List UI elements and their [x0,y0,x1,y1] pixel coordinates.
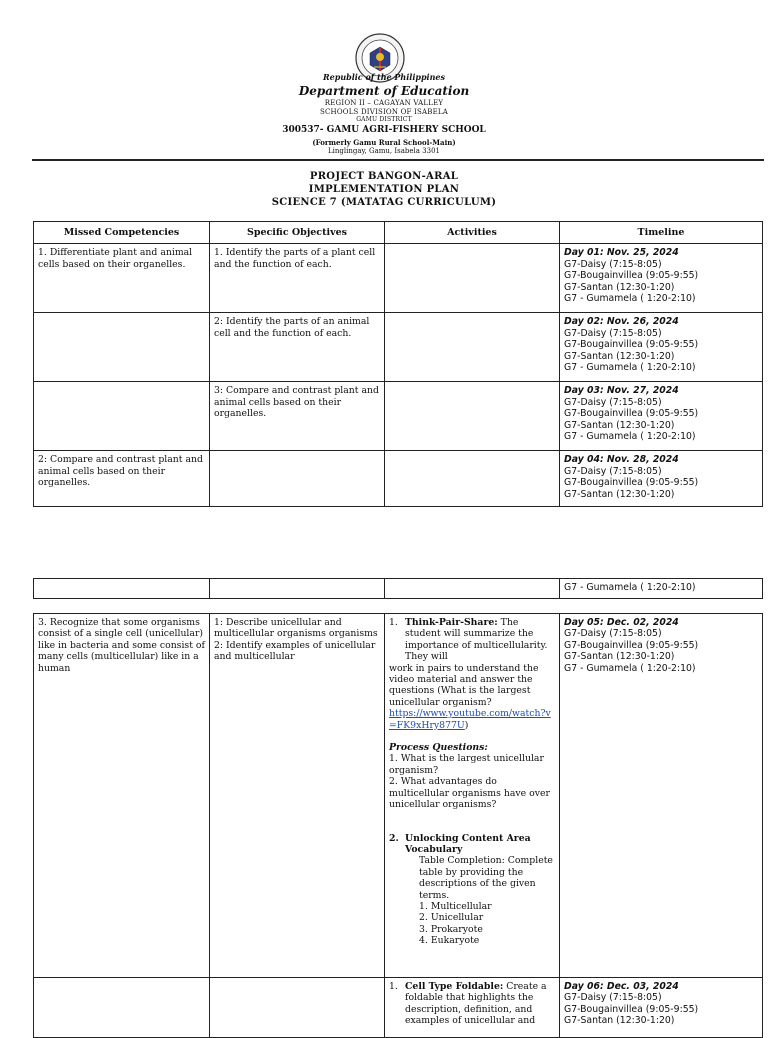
term-item: 3. Prokaryote [419,923,483,935]
day-label: Day 04: Nov. 28, 2024 [564,454,679,466]
activity-title: Think-Pair-Share: [405,617,498,628]
address-text: Linglingay, Gamu, Isabela 3301 [328,147,440,155]
objective-cell [210,978,385,1038]
schedule-item: G7-Bougainvillea (9:05-9:55) [564,1003,699,1015]
schedule-item: G7-Bougainvillea (9:05-9:55) [564,408,699,420]
header-divider [32,159,764,161]
schedule-item: G7-Bougainvillea (9:05-9:55) [564,477,699,489]
process-questions-title: Process Questions: [389,742,488,754]
activity-text: Create a foldable that highlights the description, definition, and examples of unicellular and [405,981,547,1027]
activity-title: Unlocking Content Area Vocabulary [405,832,531,855]
schedule-item: G7-Santan (12:30-1:20) [564,651,675,663]
competency-cell [34,579,210,599]
schedule-item: G7-Bougainvillea (9:05-9:55) [564,270,699,282]
timeline-cell [560,614,763,978]
schedule-item: G7-Daisy (7:15-8:05) [564,258,662,270]
school-name: 300537- GAMU AGRI-FISHERY SCHOOL [282,125,486,135]
competency-cell [34,978,210,1038]
schedule-item: G7-Daisy (7:15-8:05) [564,396,662,408]
table-row [34,614,763,978]
schedule-item: G7-Santan (12:30-1:20) [564,281,675,293]
schedule-item: G7 - Gumamela ( 1:20-2:10) [564,431,696,443]
activity-text: Table Completion: Complete table by providing the descriptions of the given terms. [419,855,553,901]
table-row [34,244,763,313]
timeline-cell [560,579,763,599]
title-line-2: IMPLEMENTATION PLAN [308,184,460,195]
activity-cell [385,451,560,507]
schedule-item: G7-Daisy (7:15-8:05) [564,992,662,1004]
competency-text: 3. Recognize that some organisms consist of a single cell (unicellular) like in bacteria and some consist of many cells (multicellular) like in a human [38,617,205,674]
republic-text: Republic of the Philippines [322,72,445,82]
objective-cell: 3: Compare and contrast plant and animal cells based on their organelles. [210,382,385,451]
timeline-cell [560,451,763,507]
term-item: 1. Multicellular [419,900,492,912]
objective-cell: 2: Identify the parts of an animal cell and the function of each. [210,313,385,382]
schedule-item: G7-Bougainvillea (9:05-9:55) [564,339,699,351]
table-row [34,579,763,599]
table-row [34,451,763,507]
day-label: Day 06: Dec. 03, 2024 [564,981,679,992]
objective-cell: 1. Identify the parts of a plant cell and the function of each. [210,244,385,313]
continuation-table [33,578,763,599]
formerly-text: (Formerly Gamu Rural School-Main) [312,138,456,147]
schedule-item: G7-Daisy (7:15-8:05) [564,465,662,477]
activity-cell [385,313,560,382]
timeline-cell [560,978,763,1038]
district-text: GAMU DISTRICT [356,116,412,123]
title-line-3: SCIENCE 7 (MATATAG CURRICULUM) [271,197,497,208]
activity-title: Cell Type Foldable: [405,981,504,992]
competency-cell [34,313,210,382]
activity-item: 2. Unlocking Content Area Vocabulary [389,833,555,856]
col-missed-competencies: Missed Competencies [34,222,210,244]
schedule-item: G7-Santan (12:30-1:20) [564,488,675,500]
activity-continuation-text: work in pairs to understand the video material and answer the questions (What is the largest unicellular organism? [389,662,539,708]
schedule-item: G7 - Gumamela ( 1:20-2:10) [564,582,696,593]
competency-cell: 2: Compare and contrast plant and animal cells based on their organelles. [34,451,210,507]
schedule-item: G7-Santan (12:30-1:20) [564,1015,675,1027]
terms-list [389,901,555,947]
activity-cell [385,244,560,313]
schedule-item: G7-Santan (12:30-1:20) [564,350,675,362]
day-label: Day 03: Nov. 27, 2024 [564,385,679,397]
schedule-item: G7-Daisy (7:15-8:05) [564,628,662,640]
process-question: 2. What advantages do multicellular organisms have over unicellular organisms? [389,776,550,811]
plan-table-continued [33,613,763,1038]
timeline-cell [560,244,763,313]
competency-cell [34,614,210,978]
timeline-cell [560,382,763,451]
objective-item: 1: Describe unicellular and multicellular organisms organisms [214,617,378,640]
schedule-item: G7-Santan (12:30-1:20) [564,419,675,431]
activity-cell [385,382,560,451]
schedule-item: G7-Bougainvillea (9:05-9:55) [564,639,699,651]
term-item: 2. Unicellular [419,912,484,924]
schedule-item: G7 - Gumamela ( 1:20-2:10) [564,293,696,305]
activity-continuation [389,663,555,731]
video-link[interactable]: https://www.youtube.com/watch?v=FK9xHry877U [389,708,551,731]
day-label: Day 01: Nov. 25, 2024 [564,247,679,259]
title-line-1: PROJECT BANGON-ARAL [309,171,459,182]
process-question: 1. What is the largest unicellular organism? [389,753,544,776]
col-timeline: Timeline [560,222,763,244]
activity-cell [385,579,560,599]
competency-cell: 1. Differentiate plant and animal cells based on their organelles. [34,244,210,313]
col-specific-objectives: Specific Objectives [210,222,385,244]
activity-cell [385,978,560,1038]
term-item: 4. Eukaryote [419,935,480,947]
activity-item: 1. Cell Type Foldable: Create a foldable that highlights the description, definition, and examples of unicellular and [389,981,547,1027]
objective-item: 2: Identify examples of unicellular and multicellular [214,639,376,663]
plan-table [33,221,763,507]
activity-text: The student will summarize the importance of multicellularity. They will [405,617,548,663]
activity-cell [385,614,560,978]
table-row [34,978,763,1038]
schedule-item: G7-Daisy (7:15-8:05) [564,327,662,339]
department-name: Department of Education [298,84,470,98]
activity-item: 1. Think-Pair-Share: The student will summarize the importance of multicellularity. They will [389,617,548,663]
division-text: SCHOOLS DIVISION OF ISABELA [319,108,449,116]
table-header-row [34,222,763,244]
col-activities: Activities [385,222,560,244]
region-text: REGION II – CAGAYAN VALLEY [324,99,444,107]
schedule-item: G7 - Gumamela ( 1:20-2:10) [564,362,696,374]
table-row [34,382,763,451]
competency-cell [34,382,210,451]
schedule-item: G7 - Gumamela ( 1:20-2:10) [564,662,696,674]
objective-cell [210,579,385,599]
day-label: Day 05: Dec. 02, 2024 [564,617,679,628]
timeline-cell [560,313,763,382]
link-close-paren: ) [464,719,469,731]
table-row [34,313,763,382]
objective-cell [210,451,385,507]
day-label: Day 02: Nov. 26, 2024 [564,316,679,328]
objective-cell [210,614,385,978]
